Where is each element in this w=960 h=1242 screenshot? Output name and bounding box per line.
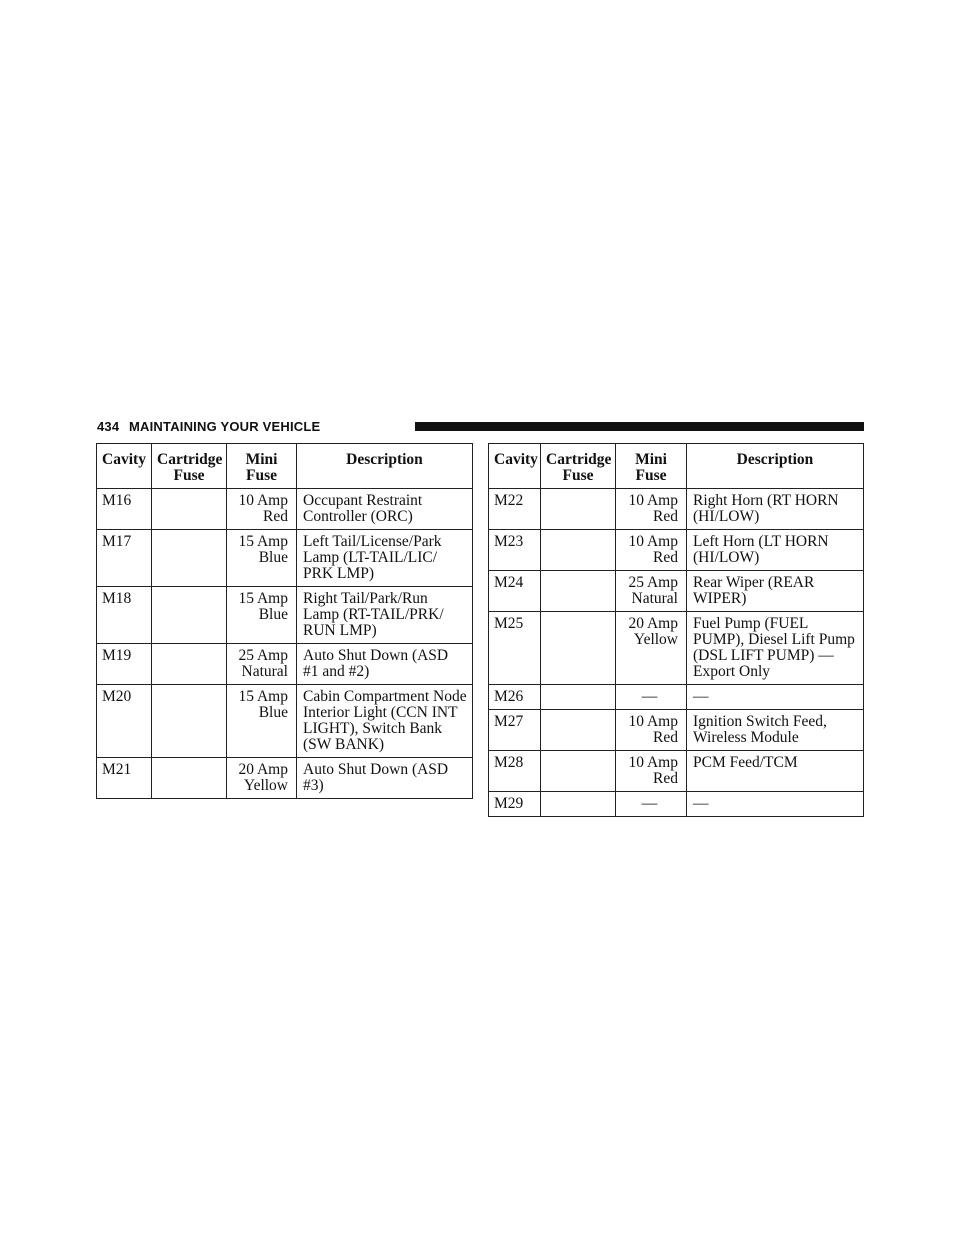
mini-fuse-cell: 15 Amp Blue bbox=[227, 587, 297, 644]
mini-fuse-cell: 10 Amp Red bbox=[616, 530, 687, 571]
cavity-cell: M25 bbox=[489, 612, 541, 685]
table-header-row bbox=[489, 444, 864, 489]
description-cell: Right Tail/Park/Run Lamp (RT-TAIL/PRK/ RUN LMP) bbox=[297, 587, 473, 644]
description-cell: PCM Feed/TCM bbox=[687, 751, 864, 792]
header-cartridge-fuse: Cartridge Fuse bbox=[541, 444, 616, 489]
cavity-cell: M23 bbox=[489, 530, 541, 571]
section-title: MAINTAINING YOUR VEHICLE bbox=[129, 419, 321, 434]
description-cell: Ignition Switch Feed, Wireless Module bbox=[687, 710, 864, 751]
cartridge-fuse-cell bbox=[541, 792, 616, 817]
mini-fuse-cell: 10 Amp Red bbox=[616, 710, 687, 751]
description-cell: — bbox=[687, 685, 864, 710]
table-row bbox=[97, 644, 473, 685]
table-row bbox=[489, 710, 864, 751]
cartridge-fuse-cell bbox=[152, 587, 227, 644]
mini-fuse-cell: 20 Amp Yellow bbox=[227, 758, 297, 799]
cartridge-fuse-cell bbox=[152, 758, 227, 799]
cavity-cell: M17 bbox=[97, 530, 152, 587]
mini-fuse-cell: 10 Amp Red bbox=[616, 489, 687, 530]
header-description: Description bbox=[297, 444, 473, 489]
cartridge-fuse-cell bbox=[541, 530, 616, 571]
description-cell: — bbox=[687, 792, 864, 817]
mini-fuse-cell: 15 Amp Blue bbox=[227, 530, 297, 587]
mini-fuse-cell: 25 Amp Natural bbox=[616, 571, 687, 612]
fuse-table-right-body bbox=[489, 489, 864, 817]
table-row bbox=[97, 758, 473, 799]
description-cell: Auto Shut Down (ASD #1 and #2) bbox=[297, 644, 473, 685]
table-row bbox=[489, 792, 864, 817]
cavity-cell: M22 bbox=[489, 489, 541, 530]
cartridge-fuse-cell bbox=[541, 751, 616, 792]
description-cell: Left Tail/License/Park Lamp (LT-TAIL/LIC/ PRK LMP) bbox=[297, 530, 473, 587]
table-row bbox=[489, 612, 864, 685]
table-row bbox=[97, 489, 473, 530]
description-cell: Occupant Restraint Controller (ORC) bbox=[297, 489, 473, 530]
page-header bbox=[97, 418, 864, 436]
mini-fuse-cell: — bbox=[616, 792, 687, 817]
table-row bbox=[489, 530, 864, 571]
table-header-row bbox=[97, 444, 473, 489]
cavity-cell: M18 bbox=[97, 587, 152, 644]
page-number: 434 bbox=[97, 419, 120, 434]
description-cell: Auto Shut Down (ASD #3) bbox=[297, 758, 473, 799]
cartridge-fuse-cell bbox=[541, 489, 616, 530]
cartridge-fuse-cell bbox=[541, 571, 616, 612]
cavity-cell: M29 bbox=[489, 792, 541, 817]
cartridge-fuse-cell bbox=[152, 489, 227, 530]
mini-fuse-cell: 10 Amp Red bbox=[616, 751, 687, 792]
cavity-cell: M20 bbox=[97, 685, 152, 758]
header-cavity: Cavity bbox=[97, 444, 152, 489]
fuse-table-left-body bbox=[97, 489, 473, 799]
header-rule bbox=[415, 422, 864, 431]
cavity-cell: M28 bbox=[489, 751, 541, 792]
table-row bbox=[489, 571, 864, 612]
mini-fuse-cell: 15 Amp Blue bbox=[227, 685, 297, 758]
cavity-cell: M21 bbox=[97, 758, 152, 799]
description-cell: Left Horn (LT HORN (HI/LOW) bbox=[687, 530, 864, 571]
cavity-cell: M26 bbox=[489, 685, 541, 710]
table-row bbox=[489, 685, 864, 710]
table-row bbox=[97, 685, 473, 758]
cartridge-fuse-cell bbox=[152, 530, 227, 587]
description-cell: Fuel Pump (FUEL PUMP), Diesel Lift Pump (DSL LIFT PUMP) — Export Only bbox=[687, 612, 864, 685]
header-mini-fuse: Mini Fuse bbox=[227, 444, 297, 489]
cavity-cell: M27 bbox=[489, 710, 541, 751]
cavity-cell: M19 bbox=[97, 644, 152, 685]
table-row bbox=[97, 587, 473, 644]
cartridge-fuse-cell bbox=[541, 612, 616, 685]
header-cavity: Cavity bbox=[489, 444, 541, 489]
description-cell: Right Horn (RT HORN (HI/LOW) bbox=[687, 489, 864, 530]
header-description: Description bbox=[687, 444, 864, 489]
mini-fuse-cell: — bbox=[616, 685, 687, 710]
table-row bbox=[97, 530, 473, 587]
fuse-table-left bbox=[96, 443, 473, 799]
cartridge-fuse-cell bbox=[541, 685, 616, 710]
table-row bbox=[489, 489, 864, 530]
table-row bbox=[489, 751, 864, 792]
header-mini-fuse: Mini Fuse bbox=[616, 444, 687, 489]
description-cell: Cabin Compartment Node Interior Light (CCN INT LIGHT), Switch Bank (SW BANK) bbox=[297, 685, 473, 758]
cartridge-fuse-cell bbox=[152, 685, 227, 758]
fuse-table-right bbox=[488, 443, 864, 817]
cavity-cell: M16 bbox=[97, 489, 152, 530]
mini-fuse-cell: 10 Amp Red bbox=[227, 489, 297, 530]
cartridge-fuse-cell bbox=[541, 710, 616, 751]
description-cell: Rear Wiper (REAR WIPER) bbox=[687, 571, 864, 612]
mini-fuse-cell: 20 Amp Yellow bbox=[616, 612, 687, 685]
cavity-cell: M24 bbox=[489, 571, 541, 612]
cartridge-fuse-cell bbox=[152, 644, 227, 685]
mini-fuse-cell: 25 Amp Natural bbox=[227, 644, 297, 685]
header-cartridge-fuse: Cartridge Fuse bbox=[152, 444, 227, 489]
